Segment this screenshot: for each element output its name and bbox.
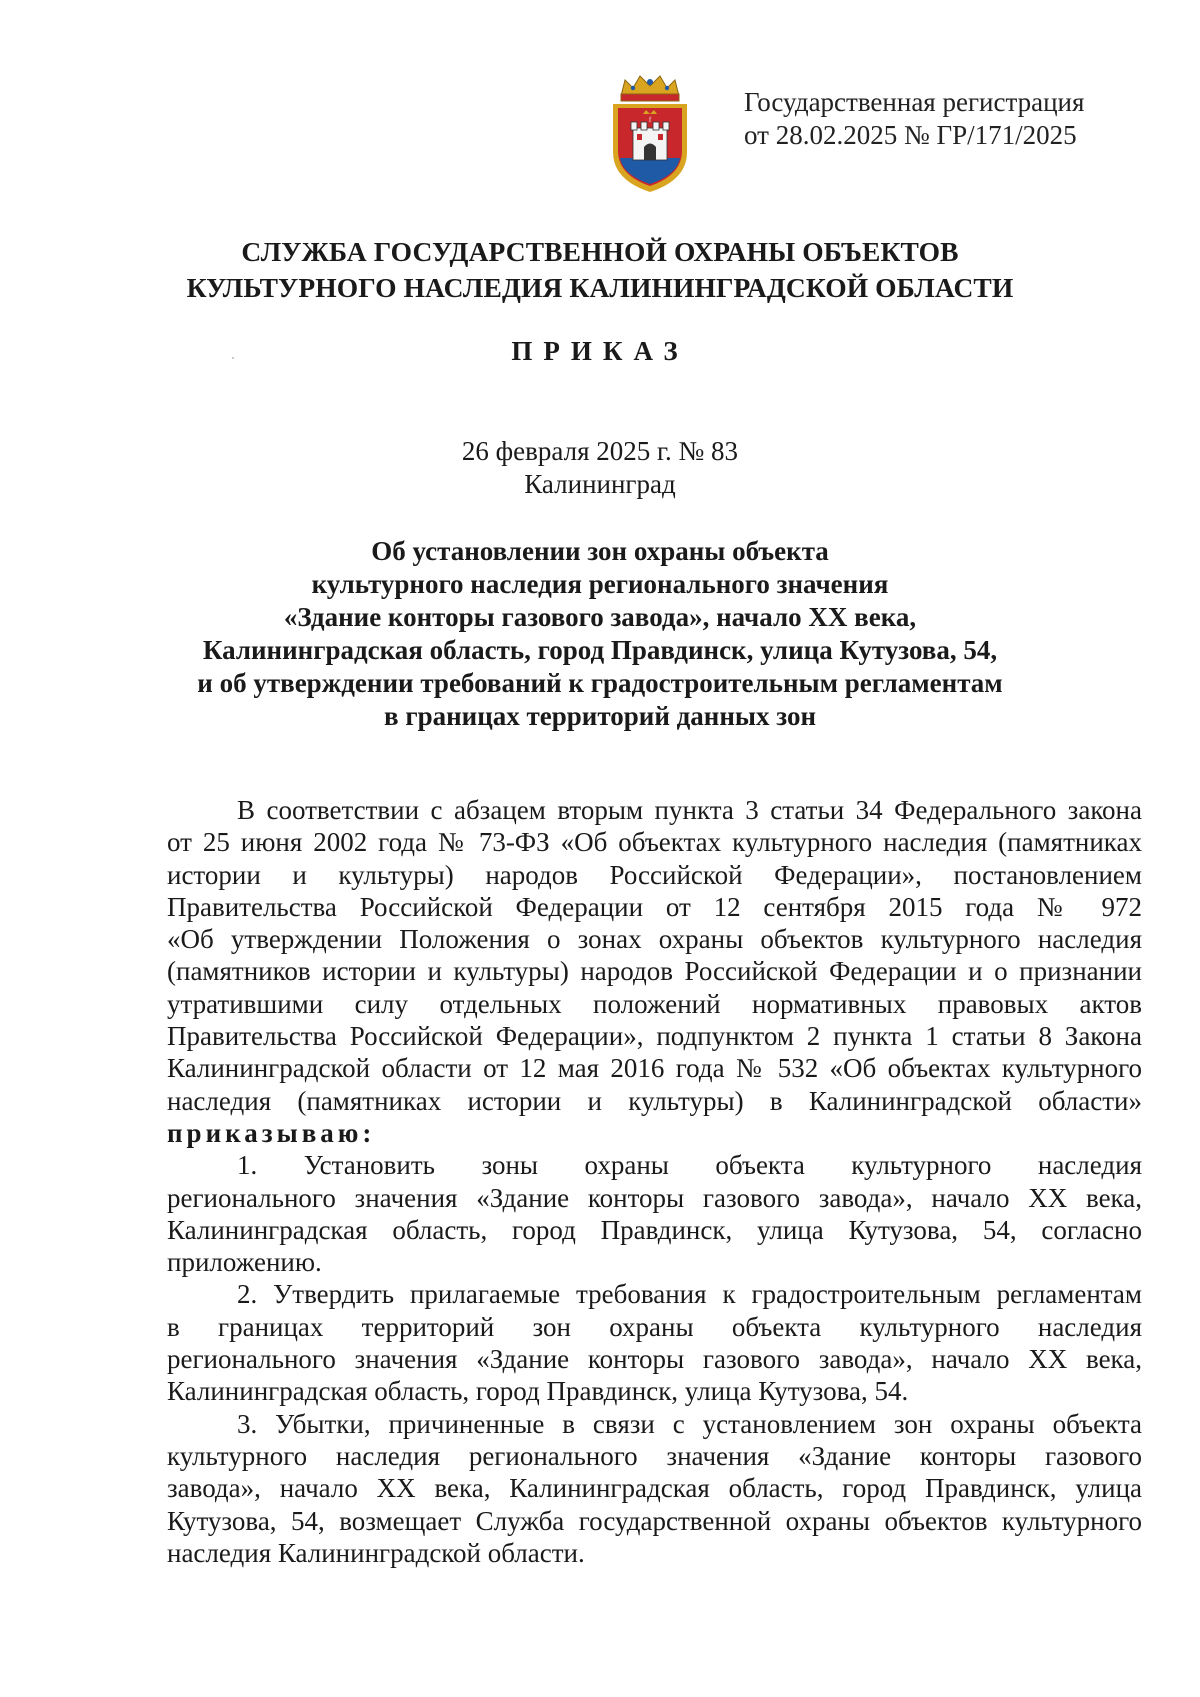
body-line: истории и культуры) народов Российской Федерации», постановлением <box>167 859 1142 890</box>
item-2-line: в границах территорий зон охраны объекта культурного наследия <box>167 1311 1142 1342</box>
item-2-line: 2. Утвердить прилагаемые требования к градостроительным регламентам <box>237 1279 1142 1310</box>
state-registration <box>744 86 1084 152</box>
title-line-5: и об утверждении требований к градостроительным регламентам <box>197 668 1003 698</box>
date-and-number <box>0 435 1200 501</box>
agency-name-line-1: СЛУЖБА ГОСУДАРСТВЕННОЙ ОХРАНЫ ОБЪЕКТОВ <box>241 236 959 267</box>
title-line-4: Калининградская область, город Правдинск, улица Кутузова, 54, <box>202 635 998 665</box>
title-line-1: Об установлении зон охраны объекта <box>371 536 829 566</box>
body-line: В соответствии с абзацем вторым пункта 3 статьи 34 Федерального закона <box>237 795 1142 825</box>
body-line: Калининградской области от 12 мая 2016 года № 532 «Об объектах культурного <box>167 1053 1142 1084</box>
order-city: Калининград <box>524 469 676 499</box>
body-line: наследия (памятниках истории и культуры) в Калининградской области» <box>167 1085 1142 1116</box>
item-1-line: приложению. <box>167 1247 322 1278</box>
body-line: утратившими силу отдельных положений нормативных правовых актов <box>167 988 1142 1019</box>
body-line: «Об утверждении Положения о зонах охраны объектов культурного наследия <box>167 924 1142 955</box>
body-line: (памятников истории и культуры) народов Российской Федерации и о признании <box>167 956 1142 987</box>
item-3-line: 3. Убытки, причиненные в связи с установлением зон охраны объекта <box>237 1408 1142 1439</box>
order-date-number: 26 февраля 2025 г. № 83 <box>461 436 739 466</box>
agency-name <box>0 234 1200 306</box>
order-verb-text: приказываю: <box>167 1117 376 1148</box>
title-line-3: «Здание конторы газового завода», начало XX века, <box>283 602 917 632</box>
item-3-line: культурного наследия регионального значения «Здание конторы газового <box>167 1440 1142 1471</box>
svg-text:f: f <box>648 116 652 124</box>
item-1-line: Калининградская область, город Правдинск, улица Кутузова, 54, согласно <box>167 1214 1142 1245</box>
registration-line-2: от 28.02.2025 № ГР/171/2025 <box>744 120 1077 150</box>
document-type: ПРИКАЗ <box>511 336 689 366</box>
item-3-line: завода», начало XX века, Калининградская область, город Правдинск, улица <box>167 1473 1142 1504</box>
agency-name-line-2: КУЛЬТУРНОГО НАСЛЕДИЯ КАЛИНИНГРАДСКОЙ ОБЛАСТИ <box>186 272 1014 303</box>
item-3-line: наследия Калининградской области. <box>167 1537 585 1568</box>
title-line-2: культурного наследия регионального значения <box>311 569 889 599</box>
body-line: от 25 июня 2002 года № 73-ФЗ «Об объектах культурного наследия (памятниках <box>167 827 1142 858</box>
item-1-line: 1. Установить зоны охраны объекта культурного наследия <box>237 1150 1142 1181</box>
order-title <box>0 535 1200 733</box>
title-line-6: в границах территорий данных зон <box>384 701 816 731</box>
body-line: Правительства Российской Федерации от 12 сентября 2015 года № 972 <box>167 891 1142 922</box>
order-body <box>167 794 1142 1569</box>
item-2-line: Калининградская область, город Правдинск, улица Кутузова, 54. <box>167 1376 909 1407</box>
body-line: Правительства Российской Федерации», подпунктом 2 пункта 1 статьи 8 Закона <box>167 1021 1142 1052</box>
item-1-line: регионального значения «Здание конторы газового завода», начало XX века, <box>167 1182 1142 1213</box>
item-3-line: Кутузова, 54, возмещает Служба государственной охраны объектов культурного <box>167 1505 1142 1536</box>
order-verb <box>167 1117 1142 1149</box>
item-2-line: регионального значения «Здание конторы газового завода», начало XX века, <box>167 1344 1142 1375</box>
registration-line-1: Государственная регистрация <box>744 87 1085 117</box>
kaliningrad-coat-of-arms-icon <box>607 72 693 194</box>
